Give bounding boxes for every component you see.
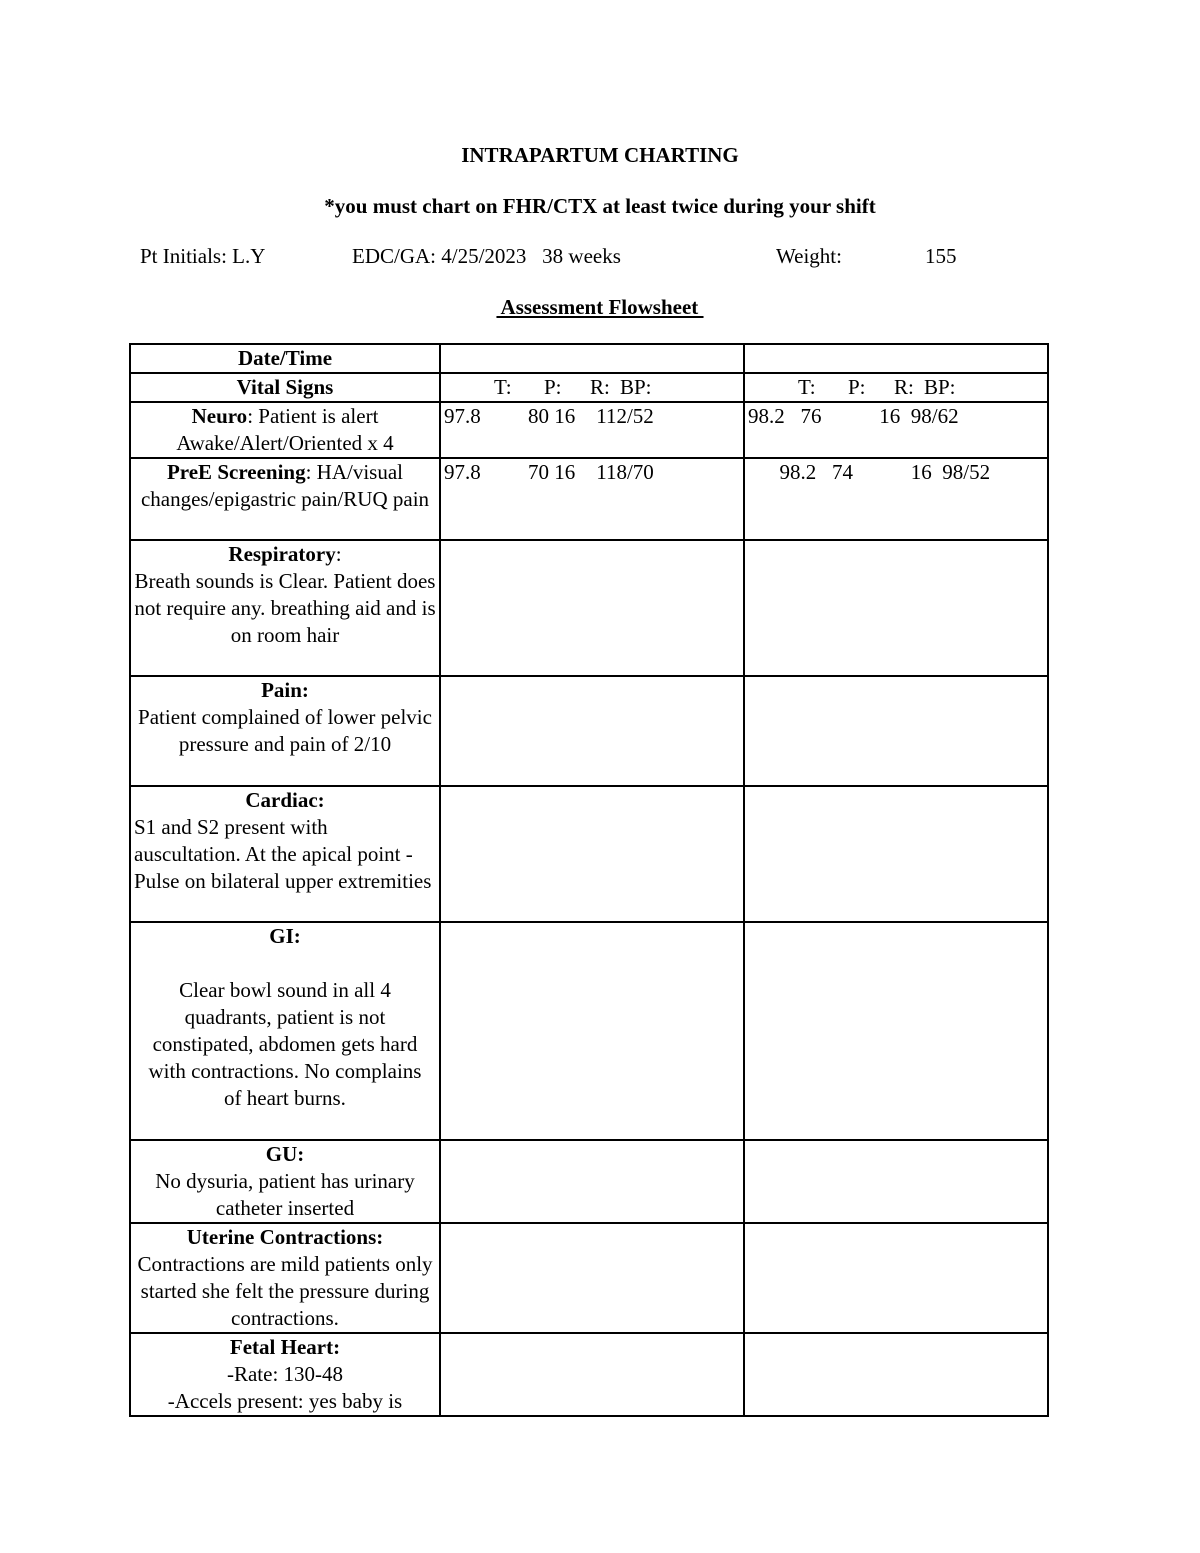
fetal-title: Fetal Heart:	[229, 1335, 341, 1359]
cardiac-title: Cardiac:	[245, 788, 325, 812]
row-respiratory	[130, 540, 1048, 676]
row-pain	[130, 676, 1048, 786]
instruction-text: *you must chart on FHR/CTX at least twice during your shift	[324, 194, 876, 218]
gu-col2[interactable]	[744, 1140, 1048, 1223]
fetal-col2[interactable]	[744, 1333, 1048, 1416]
vital-signs-header-col1	[440, 373, 744, 402]
row-neuro	[130, 402, 1048, 458]
gi-col1[interactable]	[440, 922, 744, 1140]
uterine-label	[130, 1223, 440, 1333]
gi-label	[130, 922, 440, 1140]
respiratory-title: Respiratory	[228, 542, 336, 566]
gu-title: GU:	[265, 1142, 305, 1166]
pree-title: PreE Screening	[166, 460, 306, 484]
vital-bp-label: BP:	[620, 375, 652, 399]
assessment-flowsheet-table	[129, 343, 1049, 1417]
patient-initials: Pt Initials: L.Y	[140, 244, 266, 268]
fetal-accels: -Accels present: yes baby is	[167, 1389, 403, 1413]
row-fetal-heart	[130, 1333, 1048, 1416]
respiratory-colon: :	[335, 542, 342, 566]
flowsheet-title-text: Assessment Flowsheet	[496, 295, 704, 319]
edc-ga: EDC/GA: 4/25/2023 38 weeks	[352, 244, 621, 268]
weight-label: Weight:	[776, 244, 842, 268]
fetal-label	[130, 1333, 440, 1416]
uterine-col1[interactable]	[440, 1223, 744, 1333]
row-gi	[130, 922, 1048, 1140]
neuro-text: : Patient is alert Awake/Alert/Oriented x 4	[176, 404, 394, 455]
cardiac-text: S1 and S2 present with auscultation. At the apical point -Pulse on bilateral upper extremities	[134, 815, 432, 893]
cardiac-label	[130, 786, 440, 922]
vital-signs-fields	[444, 374, 740, 401]
uterine-col2[interactable]	[744, 1223, 1048, 1333]
vital-p-label: P:	[848, 375, 866, 399]
neuro-title: Neuro	[191, 404, 248, 428]
neuro-label	[130, 402, 440, 458]
cardiac-col1[interactable]	[440, 786, 744, 922]
gu-col1[interactable]	[440, 1140, 744, 1223]
vital-signs-header-col2	[744, 373, 1048, 402]
pree-col1[interactable]: 97.8 70 16 118/70	[440, 458, 744, 540]
pain-col2[interactable]	[744, 676, 1048, 786]
pain-text: Patient complained of lower pelvic pressure and pain of 2/10	[138, 705, 432, 756]
respiratory-label	[130, 540, 440, 676]
vital-r-label: R:	[894, 375, 914, 399]
vital-t-label: T:	[798, 375, 816, 399]
pree-label	[130, 458, 440, 540]
weight-value: 155	[925, 244, 957, 268]
gu-text: No dysuria, patient has urinary catheter inserted	[155, 1169, 415, 1220]
row-vital-signs	[130, 373, 1048, 402]
neuro-col1[interactable]: 97.8 80 16 112/52	[440, 402, 744, 458]
row-date-time	[130, 344, 1048, 373]
row-gu	[130, 1140, 1048, 1223]
date-time-label: Date/Time	[130, 344, 440, 373]
pain-col1[interactable]	[440, 676, 744, 786]
vital-bp-label: BP:	[924, 375, 956, 399]
date-time-col1[interactable]	[440, 344, 744, 373]
respiratory-col2[interactable]	[744, 540, 1048, 676]
date-time-col2[interactable]	[744, 344, 1048, 373]
vital-signs-fields	[748, 374, 1044, 401]
vital-p-label: P:	[544, 375, 562, 399]
gi-text: Clear bowl sound in all 4 quadrants, patient is not constipated, abdomen gets hard with contractions. No complains of heart burns.	[148, 978, 422, 1110]
fetal-rate: -Rate: 130-48	[226, 1362, 344, 1386]
pree-text: : HA/visual changes/epigastric pain/RUQ pain	[140, 460, 430, 511]
vital-signs-label: Vital Signs	[130, 373, 440, 402]
row-pree-screening	[130, 458, 1048, 540]
vital-t-label: T:	[494, 375, 512, 399]
page-title: INTRAPARTUM CHARTING	[461, 143, 739, 167]
row-cardiac	[130, 786, 1048, 922]
respiratory-text: Breath sounds is Clear. Patient does not require any. breathing aid and is on room hair	[134, 569, 436, 647]
cardiac-col2[interactable]	[744, 786, 1048, 922]
pain-title: Pain:	[261, 678, 309, 702]
flowsheet-title	[0, 295, 1200, 320]
pree-col2[interactable]: 98.2 74 16 98/52	[744, 458, 1048, 540]
row-uterine-contractions	[130, 1223, 1048, 1333]
neuro-col2[interactable]: 98.2 76 16 98/62	[744, 402, 1048, 458]
respiratory-col1[interactable]	[440, 540, 744, 676]
gu-label	[130, 1140, 440, 1223]
fetal-col1[interactable]	[440, 1333, 744, 1416]
vital-r-label: R:	[590, 375, 610, 399]
uterine-title: Uterine Contractions:	[186, 1225, 384, 1249]
gi-title: GI:	[269, 924, 301, 948]
uterine-text: Contractions are mild patients only started she felt the pressure during contractions.	[137, 1252, 433, 1330]
gi-col2[interactable]	[744, 922, 1048, 1140]
pain-label	[130, 676, 440, 786]
